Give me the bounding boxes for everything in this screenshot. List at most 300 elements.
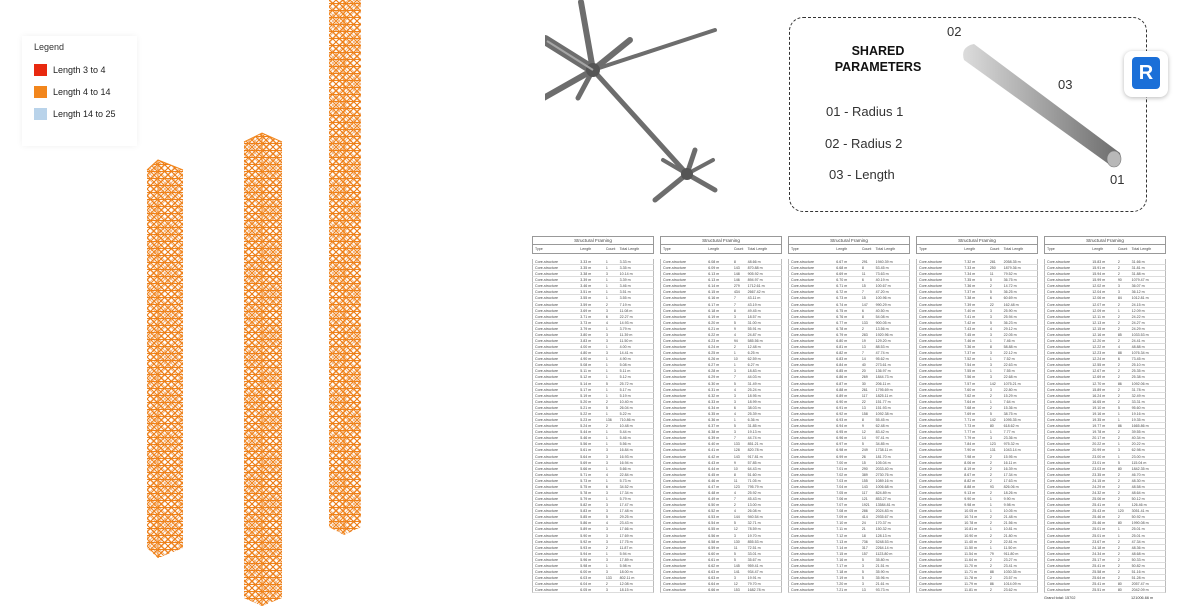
schedule-cell-length: 7.37 m xyxy=(964,351,976,356)
schedule-cell-total-length: 5.17 m xyxy=(619,387,631,392)
schedule-cell-type: Core-structure xyxy=(663,582,686,587)
schedule-cell-total-length: 97.41 m xyxy=(875,436,889,441)
schedule-cell-type: Core-structure xyxy=(1047,448,1070,453)
schedule-cell-type: Core-structure xyxy=(663,436,686,441)
tower-tall xyxy=(329,0,361,535)
schedule-cell-total-length: 44.74 m xyxy=(747,436,761,441)
schedule-cell-length: 3.73 m xyxy=(580,320,592,325)
schedule-cell-total-length: 2042.09 m xyxy=(1131,588,1149,593)
schedule-cell-count: 143 xyxy=(733,454,740,459)
schedule-cell-count: 3 xyxy=(605,272,608,277)
schedule-cell-total-length: 5.94 m xyxy=(619,551,631,556)
schedule-cell-length: 6.34 m xyxy=(708,405,720,410)
schedule-cell-length: 11.81 m xyxy=(964,588,977,593)
schedule-cell-length: 6.85 m xyxy=(836,369,848,374)
schedule-cell-length: 25.41 m xyxy=(1092,503,1106,508)
schedule-cell-type: Core-structure xyxy=(1047,539,1070,544)
schedule-cell-type: Core-structure xyxy=(535,369,558,374)
schedule-cell-type: Core-structure xyxy=(1047,314,1070,319)
schedule-cell-count: 3 xyxy=(605,533,608,538)
schedule-cell-total-length: 3.51 m xyxy=(619,290,631,295)
schedule-cell-length: 7.37 m xyxy=(964,290,976,295)
schedule-cell-length: 5.96 m xyxy=(580,557,592,562)
schedule-cell-count: 142 xyxy=(989,381,996,386)
schedule-cell-total-length: 1012.81 m xyxy=(1131,296,1149,301)
schedule-cell-count: 7 xyxy=(733,302,736,307)
schedule-cell-length: 6.60 m xyxy=(708,551,720,556)
schedule-cell-length: 23.67 m xyxy=(1092,539,1106,544)
schedule-cell-length: 5.92 m xyxy=(580,539,592,544)
schedule-cell-count: 3 xyxy=(605,339,608,344)
schedule-cell-type: Core-structure xyxy=(1047,460,1070,465)
schedule-cell-count: 117 xyxy=(861,393,868,398)
schedule-cell-count: 6 xyxy=(733,405,736,410)
schedule-cell-type: Core-structure xyxy=(535,424,558,429)
schedule-cell-type: Core-structure xyxy=(919,320,942,325)
schedule-cell-count: 1 xyxy=(605,266,608,271)
schedule-cell-total-length: 1043.14 m xyxy=(1003,448,1021,453)
schedule-cell-count: 317 xyxy=(861,545,868,550)
schedule-cell-total-length: 23.36 m xyxy=(1003,436,1017,441)
schedule-cell-length: 25.01 m xyxy=(1092,527,1106,532)
schedule-cell-type: Core-structure xyxy=(535,284,558,289)
schedule-cell-count: 1 xyxy=(605,387,608,392)
schedule-cell-type: Core-structure xyxy=(919,405,942,410)
schedule-cell-count: 143 xyxy=(861,484,868,489)
legend-title: Legend xyxy=(34,42,65,52)
schedule-cell-type: Core-structure xyxy=(1047,278,1070,283)
schedule-cell-count: 9 xyxy=(861,424,864,429)
schedule-cell-count: 2 xyxy=(1117,260,1120,264)
schedule-cell-type: Core-structure xyxy=(791,515,814,520)
schedule-cell-total-length: 11.87 m xyxy=(619,545,633,550)
schedule-cell-type: Core-structure xyxy=(1047,497,1070,502)
schedule-cell-count: 3 xyxy=(733,533,736,538)
schedule-cell-count: 1 xyxy=(989,509,992,514)
schedule-cell-type: Core-structure xyxy=(535,582,558,587)
table-row xyxy=(1044,587,1166,593)
schedule-cell-count: 6 xyxy=(1117,357,1120,362)
schedule-cell-type: Core-structure xyxy=(663,563,686,568)
schedule-cell-type: Core-structure xyxy=(663,448,686,453)
schedule-cell-total-length: 1076.34 m xyxy=(1131,351,1149,356)
schedule-header-cell: Type xyxy=(663,247,671,251)
schedule-cell-total-length: 60.69 m xyxy=(1003,296,1017,301)
schedule-cell-total-length: 51.60 m xyxy=(747,472,761,477)
schedule-cell-total-length: 115.04 m xyxy=(1131,460,1147,465)
schedule-cell-total-length: 18.83 m xyxy=(747,369,761,374)
schedule-cell-count: 133 xyxy=(733,442,740,447)
schedule-cell-count: 128 xyxy=(733,448,740,453)
schedule-cell-type: Core-structure xyxy=(791,357,814,362)
schedule-cell-length: 3.55 m xyxy=(580,296,592,301)
schedule-cell-total-length: 19.16 m xyxy=(1131,411,1145,416)
schedule-cell-type: Core-structure xyxy=(663,478,686,483)
schedule-cell-length: 24.32 m xyxy=(1092,490,1106,495)
schedule-cell-type: Core-structure xyxy=(791,490,814,495)
schedule-cell-type: Core-structure xyxy=(663,515,686,520)
schedule-cell-type: Core-structure xyxy=(535,308,558,313)
schedule-cell-length: 5.19 m xyxy=(580,393,592,398)
schedule-cell-total-length: 36.25 m xyxy=(1003,290,1017,295)
schedule-cell-total-length: 7.55 m xyxy=(1003,369,1015,374)
schedule-cell-count: 7 xyxy=(861,351,864,356)
schedule-cell-count: 3 xyxy=(861,582,864,587)
schedule-cell-type: Core-structure xyxy=(535,466,558,471)
schedule-cell-length: 6.86 m xyxy=(836,375,848,380)
schedule-cell-total-length: 2264.14 m xyxy=(875,545,893,550)
schedule-cell-type: Core-structure xyxy=(919,387,942,392)
schedule-cell-length: 7.39 m xyxy=(964,302,976,307)
schedule-cell-type: Core-structure xyxy=(1047,369,1070,374)
schedule-cell-total-length: 57.85 m xyxy=(747,460,761,465)
schedule-cell-type: Core-structure xyxy=(919,582,942,587)
schedule-table-2 xyxy=(660,236,782,604)
schedule-cell-length: 7.46 m xyxy=(964,339,976,344)
schedule-cell-type: Core-structure xyxy=(1047,436,1070,441)
schedule-cell-type: Core-structure xyxy=(919,332,942,337)
schedule-cell-count: 2 xyxy=(989,576,992,581)
schedule-cell-type: Core-structure xyxy=(535,339,558,344)
schedule-cell-count: 1 xyxy=(989,339,992,344)
schedule-header xyxy=(788,244,910,254)
schedule-cell-type: Core-structure xyxy=(535,418,558,423)
schedule-cell-type: Core-structure xyxy=(791,405,814,410)
schedule-cell-count: 2 xyxy=(1117,393,1120,398)
schedule-cell-total-length: 14.72 m xyxy=(1003,284,1017,289)
callout-03: 03 xyxy=(1058,77,1073,92)
schedule-cell-count: 9 xyxy=(733,460,736,465)
schedule-cell-count: 1 xyxy=(733,418,736,423)
schedule-cell-type: Core-structure xyxy=(1047,569,1070,574)
schedule-cell-type: Core-structure xyxy=(919,533,942,538)
schedule-cell-length: 7.60 m xyxy=(964,387,976,392)
schedule-cell-count: 3 xyxy=(605,503,608,508)
schedule-cell-total-length: 36.12 m xyxy=(1131,290,1145,295)
schedule-cell-type: Core-structure xyxy=(535,393,558,398)
schedule-cell-type: Core-structure xyxy=(919,266,942,271)
schedule-cell-length: 6.93 m xyxy=(836,418,848,423)
schedule-cell-type: Core-structure xyxy=(919,424,942,429)
schedule-cell-total-length: 15.36 m xyxy=(1003,405,1017,410)
schedule-cell-total-length: 93.73 m xyxy=(875,588,889,593)
schedule-cell-count: 2 xyxy=(1117,515,1120,520)
schedule-cell-total-length: 105.04 m xyxy=(875,460,891,465)
schedule-cell-length: 19.16 m xyxy=(1092,411,1106,416)
schedule-cell-total-length: 25.35 m xyxy=(1131,369,1145,374)
schedule-cell-total-length: 1092.06 m xyxy=(1131,381,1149,386)
schedule-cell-count: 8 xyxy=(733,472,736,477)
schedule-cell-length: 6.36 m xyxy=(708,418,720,423)
schedule-cell-count: 3 xyxy=(605,539,608,544)
schedule-cell-length: 6.30 m xyxy=(708,381,720,386)
table-row xyxy=(916,587,1038,593)
schedule-cell-length: 6.82 m xyxy=(836,351,848,356)
schedule-cell-count: 3 xyxy=(989,375,992,380)
schedule-cell-length: 6.73 m xyxy=(836,296,848,301)
schedule-cell-type: Core-structure xyxy=(1047,442,1070,447)
schedule-cell-count: 3 xyxy=(733,393,736,398)
schedule-header-cell: Total Length xyxy=(747,247,768,251)
schedule-cell-total-length: 21.56 m xyxy=(1003,521,1017,526)
schedule-cell-total-length: 24.27 m xyxy=(1131,320,1145,325)
schedule-cell-type: Core-structure xyxy=(535,357,558,362)
schedule-cell-total-length: 12.09 m xyxy=(1131,308,1145,313)
schedule-cell-count: 10 xyxy=(733,466,738,471)
schedule-cell-count: 2 xyxy=(861,326,864,331)
schedule-cell-count: 145 xyxy=(733,563,740,568)
schedule-cell-type: Core-structure xyxy=(663,557,686,562)
tower-short xyxy=(147,160,183,558)
schedule-cell-count: 133 xyxy=(605,576,612,581)
schedule-cell-total-length: 40.34 m xyxy=(1131,436,1145,441)
schedule-cell-total-length: 25.01 m xyxy=(1131,533,1145,538)
schedule-cell-total-length: 46.70 m xyxy=(1131,472,1145,477)
lattice-towers-render xyxy=(0,0,545,610)
shared-parameters-title-line2: PARAMETERS xyxy=(834,60,922,74)
schedule-cell-count: 8 xyxy=(861,266,864,271)
schedule-cell-type: Core-structure xyxy=(663,363,686,368)
revit-r-icon: R xyxy=(1132,57,1160,89)
schedule-cell-type: Core-structure xyxy=(1047,351,1070,356)
schedule-cell-count: 18 xyxy=(861,533,866,538)
schedule-cell-count: 2 xyxy=(605,545,608,550)
schedule-cell-length: 12.70 m xyxy=(1092,381,1106,386)
schedule-cell-length: 6.68 m xyxy=(836,266,848,271)
schedule-cell-type: Core-structure xyxy=(663,527,686,532)
schedule-cell-count: 1 xyxy=(605,497,608,502)
schedule-cell-total-length: 55.91 m xyxy=(747,326,761,331)
schedule-cell-length: 15.83 m xyxy=(1092,260,1106,264)
schedule-cell-total-length: 826.06 m xyxy=(1003,484,1019,489)
schedule-title: Structural Framing xyxy=(1044,236,1166,244)
schedule-cell-total-length: 20.22 m xyxy=(1131,442,1145,447)
schedule-cell-length: 25.17 m xyxy=(1092,557,1106,562)
schedule-cell-type: Core-structure xyxy=(663,345,686,350)
schedule-cell-total-length: 853.27 m xyxy=(875,497,891,502)
schedule-cell-count: 291 xyxy=(861,260,868,264)
schedule-cell-type: Core-structure xyxy=(791,393,814,398)
schedule-cell-length: 6.18 m xyxy=(708,308,720,313)
schedule-cell-count: 26 xyxy=(861,454,866,459)
schedule-cell-total-length: 10.81 m xyxy=(1003,527,1017,532)
schedule-cell-type: Core-structure xyxy=(663,320,686,325)
schedule-cell-total-length: 17.34 m xyxy=(1003,472,1017,477)
schedule-cell-length: 25.58 m xyxy=(1092,569,1106,574)
schedule-cell-total-length: 23.57 m xyxy=(1003,576,1017,581)
schedule-cell-type: Core-structure xyxy=(535,545,558,550)
schedule-cell-count: 20 xyxy=(861,369,866,374)
schedule-header-cell: Type xyxy=(1047,247,1055,251)
schedule-cell-type: Core-structure xyxy=(1047,411,1070,416)
schedule-cell-count: 8 xyxy=(861,418,864,423)
schedule-cell-total-length: 72.51 m xyxy=(747,545,761,550)
schedule-cell-length: 16.65 m xyxy=(1092,399,1106,404)
legend-label: Length 4 to 14 xyxy=(53,87,111,97)
schedule-cell-type: Core-structure xyxy=(663,405,686,410)
schedule-cell-type: Core-structure xyxy=(919,290,942,295)
schedule-cell-count: 1 xyxy=(1117,411,1120,416)
schedule-cell-total-length: 34.52 m xyxy=(619,484,633,489)
schedule-cell-type: Core-structure xyxy=(535,345,558,350)
schedule-cell-type: Core-structure xyxy=(535,381,558,386)
schedule-cell-count: 1 xyxy=(989,357,992,362)
schedule-cell-type: Core-structure xyxy=(1047,430,1070,435)
schedule-cell-type: Core-structure xyxy=(535,503,558,508)
schedule-cell-type: Core-structure xyxy=(535,588,558,593)
schedule-cell-type: Core-structure xyxy=(791,266,814,271)
schedule-cell-type: Core-structure xyxy=(919,551,942,556)
schedule-cell-count: 40 xyxy=(861,363,866,368)
schedule-cell-type: Core-structure xyxy=(791,387,814,392)
schedule-cell-total-length: 31.49 m xyxy=(747,381,761,386)
schedule-cell-total-length: 11.39 m xyxy=(619,332,633,337)
schedule-cell-length: 5.23 m xyxy=(580,418,592,423)
schedule-cell-type: Core-structure xyxy=(791,272,814,277)
schedule-cell-length: 11.78 m xyxy=(964,576,977,581)
schedule-cell-count: 2 xyxy=(989,521,992,526)
schedule-cell-length: 6.25 m xyxy=(708,351,720,356)
schedule-cell-length: 5.14 m xyxy=(580,381,592,386)
schedule-cell-type: Core-structure xyxy=(1047,533,1070,538)
schedule-cell-count: 4 xyxy=(605,521,608,526)
schedule-cell-length: 7.20 m xyxy=(836,582,848,587)
schedule-cell-length: 23.35 m xyxy=(1092,472,1106,477)
schedule-cell-length: 19.10 m xyxy=(1092,405,1106,410)
schedule-cell-type: Core-structure xyxy=(791,484,814,489)
schedule-cell-total-length: 48.36 m xyxy=(1131,545,1145,550)
schedule-cell-count: 6 xyxy=(861,278,864,283)
schedule-cell-length: 7.15 m xyxy=(836,551,848,556)
schedule-cell-count: 1 xyxy=(605,411,608,416)
schedule-cell-total-length: 49.45 m xyxy=(747,308,761,313)
schedule-cell-count: 1 xyxy=(605,345,608,350)
schedule-cell-length: 7.43 m xyxy=(964,326,976,331)
schedule-cell-length: 6.29 m xyxy=(708,375,720,380)
schedule-cell-total-length: 894.97 m xyxy=(747,278,763,283)
schedule-cell-length: 5.46 m xyxy=(580,436,592,441)
schedule-cell-type: Core-structure xyxy=(791,448,814,453)
schedule-cell-count: 2 xyxy=(605,399,608,404)
schedule-cell-type: Core-structure xyxy=(535,363,558,368)
schedule-cell-count: 7 xyxy=(861,290,864,295)
schedule-cell-count: 9 xyxy=(733,326,736,331)
schedule-cell-count: 2 xyxy=(1117,387,1120,392)
schedule-cell-type: Core-structure xyxy=(663,424,686,429)
schedule-cell-length: 5.83 m xyxy=(580,509,592,514)
schedule-cell-total-length: 25.90 m xyxy=(1003,308,1017,313)
schedule-cell-type: Core-structure xyxy=(919,569,942,574)
schedule-cell-count: 2 xyxy=(1117,576,1120,581)
schedule-table-4 xyxy=(916,236,1038,604)
schedule-cell-length: 7.40 m xyxy=(964,308,976,313)
schedule-cell-total-length: 10.14 m xyxy=(619,272,633,277)
schedule-cell-type: Core-structure xyxy=(1047,418,1070,423)
schedule-cell-length: 5.12 m xyxy=(580,375,592,380)
schedule-cell-length: 6.08 m xyxy=(708,260,720,264)
schedule-cell-total-length: 917.81 m xyxy=(747,454,763,459)
schedule-cell-length: 11.50 m xyxy=(964,545,977,550)
schedule-cell-type: Core-structure xyxy=(1047,484,1070,489)
schedule-cell-length: 7.03 m xyxy=(836,478,848,483)
schedule-cell-count: 2 xyxy=(989,533,992,538)
schedule-cell-count: 2 xyxy=(989,460,992,465)
schedule-cell-total-length: 9.98 m xyxy=(1003,503,1015,508)
schedule-cell-length: 12.07 m xyxy=(1092,302,1106,307)
schedule-cell-type: Core-structure xyxy=(919,411,942,416)
schedule-cell-length: 12.69 m xyxy=(1092,375,1106,380)
schedule-cell-type: Core-structure xyxy=(791,284,814,289)
schedule-cell-count: 130 xyxy=(733,539,740,544)
schedule-cell-count: 30 xyxy=(861,381,866,386)
schedule-cell-total-length: 29.12 m xyxy=(1003,326,1017,331)
schedule-cell-count: 2 xyxy=(1117,563,1120,568)
schedule-cell-length: 12.04 m xyxy=(1092,290,1106,295)
schedule-cell-total-length: 151.77 m xyxy=(875,399,891,404)
schedule-cell-count: 3 xyxy=(989,351,992,356)
schedule-cell-count: 12 xyxy=(861,430,866,435)
schedule-cell-count: 5 xyxy=(1117,405,1120,410)
schedule-cell-total-length: 25.10 m xyxy=(1131,363,1145,368)
schedule-cell-length: 6.17 m xyxy=(708,302,720,307)
schedule-header xyxy=(532,244,654,254)
schedule-cell-total-length: 31.85 m xyxy=(747,424,761,429)
schedule-cell-total-length: 7.77 m xyxy=(1003,430,1015,435)
schedule-cell-total-length: 48.88 m xyxy=(1131,345,1145,350)
schedule-cell-type: Core-structure xyxy=(535,569,558,574)
schedule-cell-total-length: 16.93 m xyxy=(619,454,633,459)
schedule-cell-length: 7.38 m xyxy=(964,296,976,301)
schedule-cell-count: 5 xyxy=(605,515,608,520)
schedule-cell-type: Core-structure xyxy=(1047,527,1070,532)
schedule-cell-type: Core-structure xyxy=(1047,357,1070,362)
schedule-cell-length: 6.92 m xyxy=(836,411,848,416)
schedule-cell-length: 7.08 m xyxy=(836,509,848,514)
schedule-cell-type: Core-structure xyxy=(919,418,942,423)
schedule-cell-total-length: 206.11 m xyxy=(875,381,891,386)
schedule-cell-total-length: 36.07 m xyxy=(1131,284,1145,289)
schedule-cell-type: Core-structure xyxy=(663,411,686,416)
schedule-cell-type: Core-structure xyxy=(535,497,558,502)
tapered-rod-render xyxy=(950,35,1130,175)
schedule-cell-type: Core-structure xyxy=(791,478,814,483)
schedule-cell-length: 6.94 m xyxy=(836,424,848,429)
schedule-cell-total-length: 31.78 m xyxy=(1131,387,1145,392)
schedule-cell-count: 24 xyxy=(861,521,866,526)
schedule-header xyxy=(660,244,782,254)
shared-parameters-title-line1: SHARED xyxy=(851,44,905,58)
schedule-cell-total-length: 1665.86 m xyxy=(1131,424,1149,429)
schedule-cell-type: Core-structure xyxy=(535,302,558,307)
schedule-cell-type: Core-structure xyxy=(1047,472,1070,477)
schedule-cell-length: 5.89 m xyxy=(580,527,592,532)
schedule-cell-count: 1 xyxy=(605,466,608,471)
schedule-cell-total-length: 3051.41 m xyxy=(1131,509,1149,514)
schedule-cell-count: 5 xyxy=(733,521,736,526)
schedule-cell-total-length: 1092.38 m xyxy=(875,411,893,416)
schedule-cell-length: 6.99 m xyxy=(836,454,848,459)
schedule-cell-length: 6.96 m xyxy=(836,436,848,441)
schedule-cell-count: 143 xyxy=(733,266,740,271)
schedule-cell-total-length: 79.70 m xyxy=(747,582,761,587)
schedule-cell-count: 13 xyxy=(861,405,866,410)
schedule-cell-length: 20.17 m xyxy=(1092,436,1106,441)
schedule-cell-type: Core-structure xyxy=(535,509,558,514)
schedule-cell-type: Core-structure xyxy=(919,339,942,344)
schedule-cell-length: 6.33 m xyxy=(708,399,720,404)
schedule-cell-count: 2 xyxy=(1117,478,1120,483)
table-row xyxy=(788,587,910,593)
